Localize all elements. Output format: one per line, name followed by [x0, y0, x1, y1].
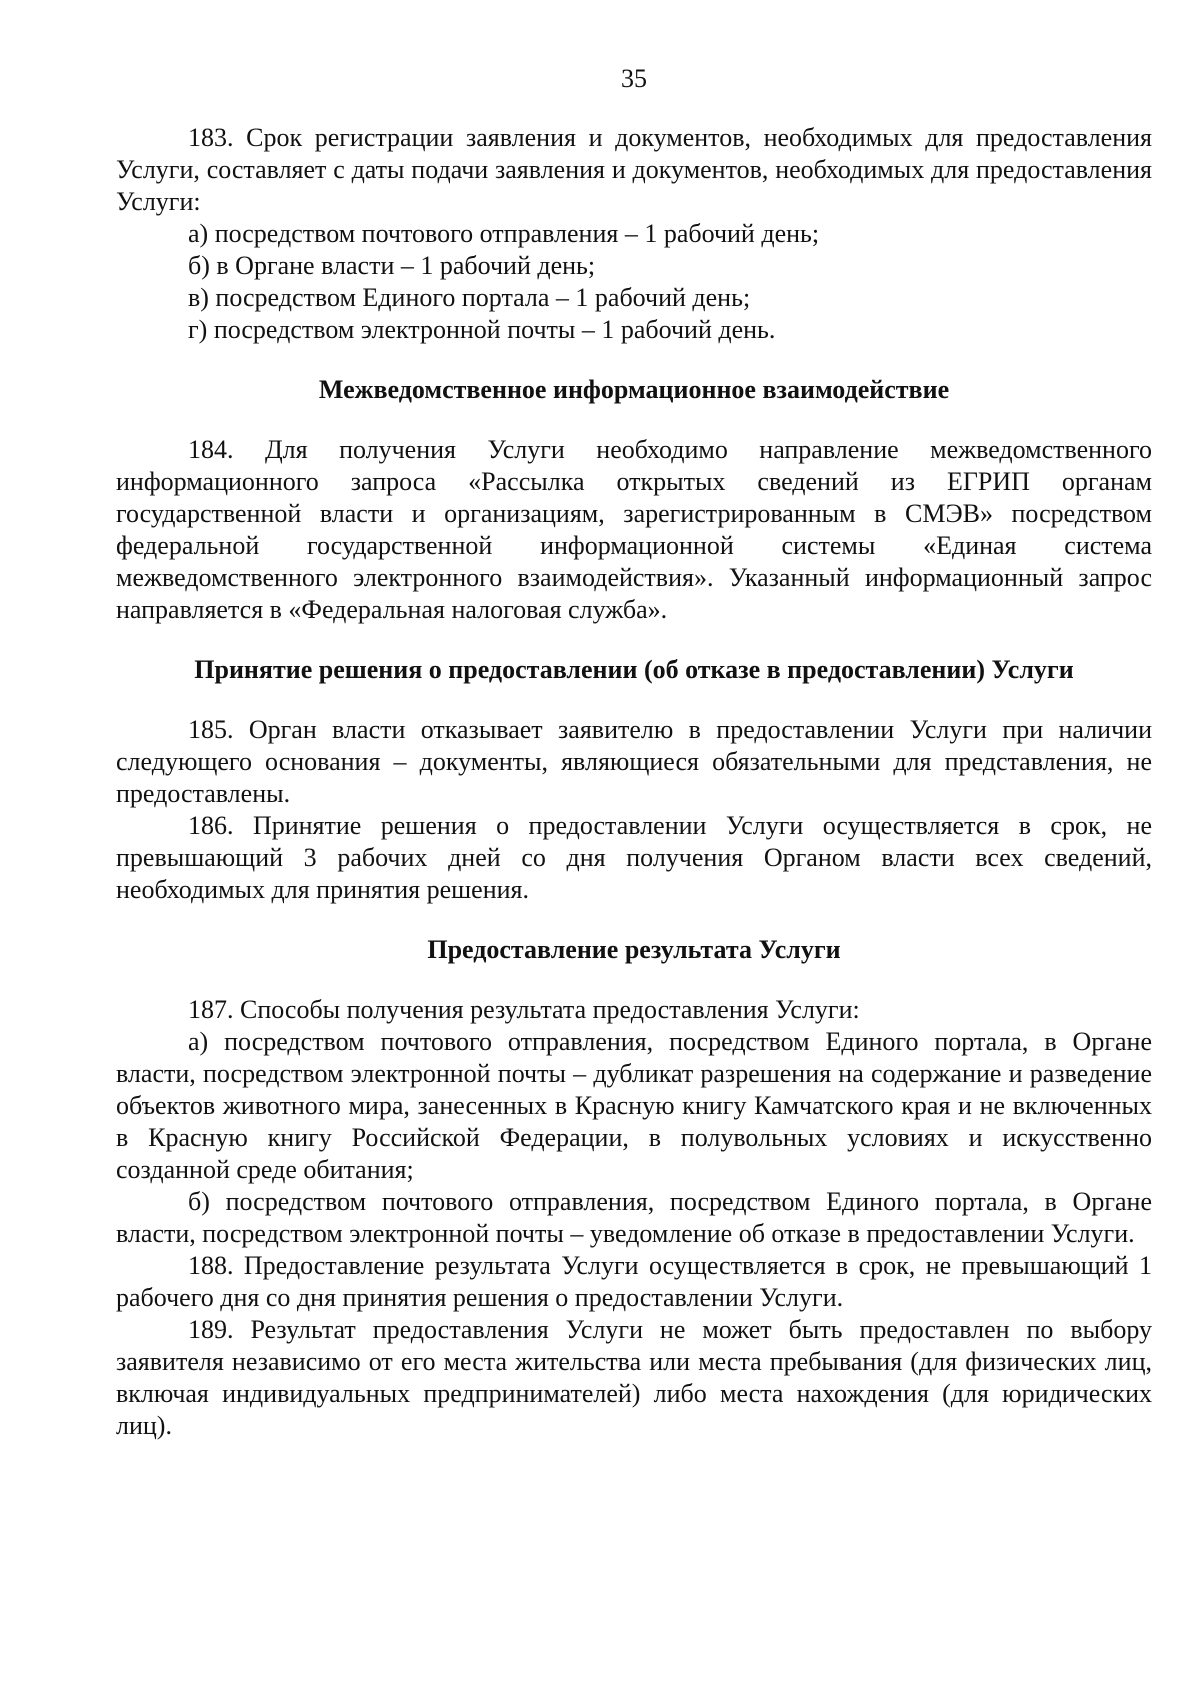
paragraph-183: 183. Срок регистрации заявления и документов, необходимых для предоставления Услуги, составляет с даты подачи заявления и документов, необходимых для предоставления Услуги: — [116, 123, 1152, 216]
paragraph-189: 189. Результат предоставления Услуги не может быть предоставлен по выбору заявителя независимо от его места жительства или места пребывания (для физических лиц, включая индивидуальных предпринимателей) либо места нахождения (для юридических лиц). — [116, 1315, 1152, 1440]
paragraph-183-c: в) посредством Единого портала – 1 рабочий день; — [188, 283, 751, 312]
paragraph-186: 186. Принятие решения о предоставлении Услуги осуществляется в срок, не превышающий 3 рабочих дней со дня получения Органом власти всех сведений, необходимых для принятия решения. — [116, 811, 1152, 904]
paragraph-187-b: б) посредством почтового отправления, посредством Единого портала, в Органе власти, посредством электронной почты – уведомление об отказе в предоставлении Услуги. — [116, 1187, 1152, 1248]
heading-interagency: Межведомственное информационное взаимодействие — [318, 375, 950, 404]
paragraph-187-a: а) посредством почтового отправления, посредством Единого портала, в Органе власти, посредством электронной почты – дубликат разрешения на содержание и разведение объектов животного мира, занесенных в Красную книгу Камчатского края и не включенных в Красную книгу Российской Федерации, в полувольных условиях и искусственно созданной среде обитания; — [116, 1027, 1152, 1184]
paragraph-188: 188. Предоставление результата Услуги осуществляется в срок, не превышающий 1 рабочего дня со дня принятия решения о предоставлении Услуги. — [116, 1251, 1152, 1312]
paragraph-187: 187. Способы получения результата предоставления Услуги: — [188, 995, 860, 1024]
paragraph-183-a: а) посредством почтового отправления – 1 рабочий день; — [188, 219, 820, 248]
paragraph-184: 184. Для получения Услуги необходимо направление межведомственного информационного запроса «Рассылка открытых сведений из ЕГРИП органам государственной власти и организациям, зарегистрированным в СМЭВ» посредством федеральной государственной информационной системы «Единая система межведомственного электронного взаимодействия». Указанный информационный запрос направляется в «Федеральная налоговая служба». — [116, 435, 1152, 624]
paragraph-183-d: г) посредством электронной почты – 1 рабочий день. — [188, 315, 776, 344]
heading-decision: Принятие решения о предоставлении (об отказе в предоставлении) Услуги — [194, 655, 1074, 684]
paragraph-185: 185. Орган власти отказывает заявителю в предоставлении Услуги при наличии следующего основания – документы, являющиеся обязательными для представления, не предоставлены. — [116, 715, 1152, 808]
document-page — [116, 64, 1152, 1442]
heading-result: Предоставление результата Услуги — [427, 935, 841, 964]
page-number: 35 — [621, 64, 647, 93]
paragraph-183-b: б) в Органе власти – 1 рабочий день; — [188, 251, 596, 280]
